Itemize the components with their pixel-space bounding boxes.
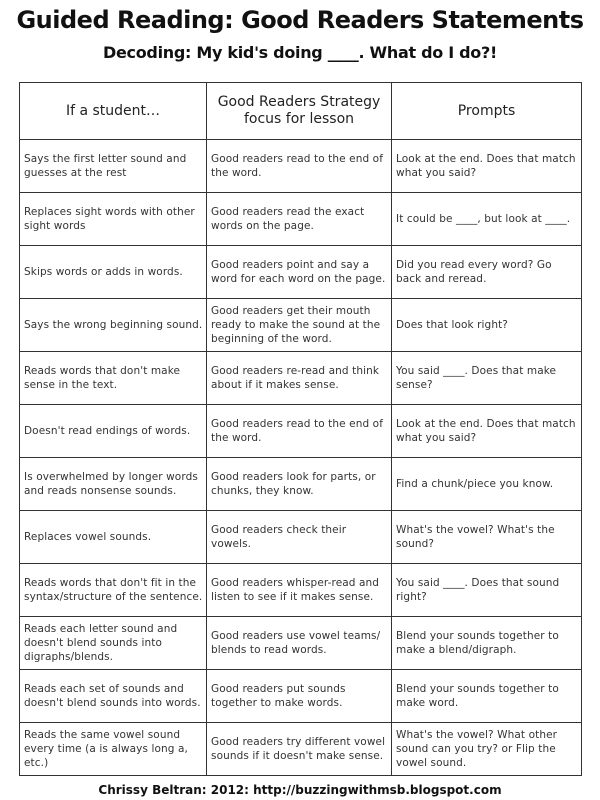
table-row (20, 617, 582, 670)
strategy-cell: Good readers read to the end of the word. (207, 140, 392, 193)
strategy-table (19, 82, 582, 776)
student-cell: Reads words that don't fit in the syntax/structure of the sentence. (20, 564, 207, 617)
student-cell: Reads each letter sound and doesn't blend sounds into digraphs/blends. (20, 617, 207, 670)
table-row (20, 458, 582, 511)
header-row (20, 83, 582, 140)
student-cell: Replaces vowel sounds. (20, 511, 207, 564)
table-body (20, 140, 582, 776)
student-cell: Reads words that don't make sense in the text. (20, 352, 207, 405)
table-row (20, 564, 582, 617)
prompt-cell: Blend your sounds together to make a blend/digraph. (392, 617, 582, 670)
table-row (20, 511, 582, 564)
strategy-cell: Good readers try different vowel sounds if it doesn't make sense. (207, 723, 392, 776)
prompt-cell: It could be ____, but look at ____. (392, 193, 582, 246)
table-row (20, 193, 582, 246)
header-strategy: Good Readers Strategy focus for lesson (207, 83, 392, 140)
strategy-cell: Good readers read the exact words on the page. (207, 193, 392, 246)
strategy-cell: Good readers check their vowels. (207, 511, 392, 564)
prompt-cell: You said ____. Does that make sense? (392, 352, 582, 405)
prompt-cell: Look at the end. Does that match what you said? (392, 405, 582, 458)
strategy-cell: Good readers look for parts, or chunks, they know. (207, 458, 392, 511)
table-header (20, 83, 582, 140)
strategy-cell: Good readers use vowel teams/ blends to read words. (207, 617, 392, 670)
table-row (20, 723, 582, 776)
strategy-cell: Good readers get their mouth ready to make the sound at the beginning of the word. (207, 299, 392, 352)
strategy-cell: Good readers read to the end of the word. (207, 405, 392, 458)
page-subtitle: Decoding: My kid's doing ____. What do I do?! (103, 43, 497, 62)
header-prompts: Prompts (392, 83, 582, 140)
strategy-cell: Good readers whisper-read and listen to see if it makes sense. (207, 564, 392, 617)
strategy-cell: Good readers re-read and think about if it makes sense. (207, 352, 392, 405)
prompt-cell: Did you read every word? Go back and reread. (392, 246, 582, 299)
table-row (20, 299, 582, 352)
table-row (20, 140, 582, 193)
student-cell: Is overwhelmed by longer words and reads nonsense sounds. (20, 458, 207, 511)
prompt-cell: What's the vowel? What other sound can you try? or Flip the vowel sound. (392, 723, 582, 776)
header-if-a-student: If a student… (20, 83, 207, 140)
student-cell: Reads the same vowel sound every time (a is always long a, etc.) (20, 723, 207, 776)
prompt-cell: You said ____. Does that sound right? (392, 564, 582, 617)
student-cell: Says the first letter sound and guesses at the rest (20, 140, 207, 193)
student-cell: Skips words or adds in words. (20, 246, 207, 299)
strategy-cell: Good readers put sounds together to make words. (207, 670, 392, 723)
prompt-cell: Look at the end. Does that match what you said? (392, 140, 582, 193)
page-footer: Chrissy Beltran: 2012: http://buzzingwithmsb.blogspot.com (98, 783, 502, 797)
prompt-cell: Find a chunk/piece you know. (392, 458, 582, 511)
student-cell: Says the wrong beginning sound. (20, 299, 207, 352)
table-row (20, 246, 582, 299)
table-row (20, 352, 582, 405)
student-cell: Reads each set of sounds and doesn't blend sounds into words. (20, 670, 207, 723)
table-row (20, 405, 582, 458)
strategy-cell: Good readers point and say a word for each word on the page. (207, 246, 392, 299)
prompt-cell: What's the vowel? What's the sound? (392, 511, 582, 564)
prompt-cell: Does that look right? (392, 299, 582, 352)
student-cell: Replaces sight words with other sight words (20, 193, 207, 246)
table-row (20, 670, 582, 723)
prompt-cell: Blend your sounds together to make word. (392, 670, 582, 723)
page-title: Guided Reading: Good Readers Statements (16, 6, 584, 34)
student-cell: Doesn't read endings of words. (20, 405, 207, 458)
